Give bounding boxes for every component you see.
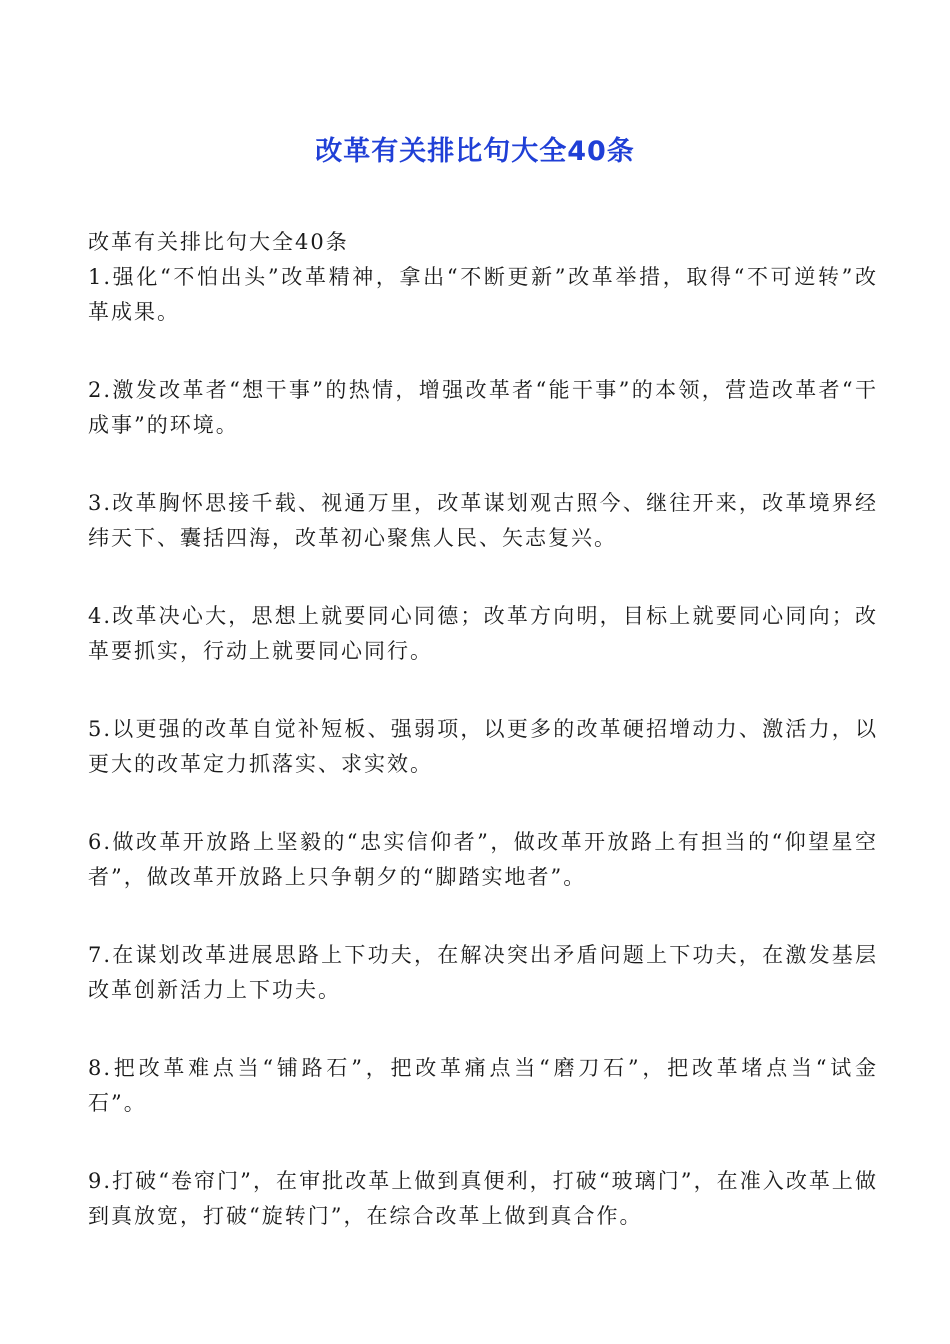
list-item: 9.打破“卷帘门”，在审批改革上做到真便利，打破“玻璃门”，在准入改革上做到真放宽，打破“旋转门”，在综合改革上做到真合作。 <box>88 1169 878 1228</box>
list-item: 3.改革胸怀思接千载、视通万里，改革谋划观古照今、继往开来，改革境界经纬天下、囊括四海，改革初心聚焦人民、矢志复兴。 <box>88 491 878 550</box>
list-item: 6.做改革开放路上坚毅的“忠实信仰者”，做改革开放路上有担当的“仰望星空者”，做改革开放路上只争朝夕的“脚踏实地者”。 <box>88 830 878 889</box>
list-item: 2.激发改革者“想干事”的热情，增强改革者“能干事”的本领，营造改革者“干成事”的环境。 <box>88 378 878 437</box>
document-body <box>88 225 878 1277</box>
list-item: 1.强化“不怕出头”改革精神，拿出“不断更新”改革举措，取得“不可逆转”改革成果。 <box>88 265 878 324</box>
list-item: 7.在谋划改革进展思路上下功夫，在解决突出矛盾问题上下功夫，在激发基层改革创新活力上下功夫。 <box>88 943 878 1002</box>
list-item: 4.改革决心大，思想上就要同心同德；改革方向明，目标上就要同心同向；改革要抓实，行动上就要同心同行。 <box>88 604 878 663</box>
list-item: 5.以更强的改革自觉补短板、强弱项，以更多的改革硬招增动力、激活力，以更大的改革定力抓落实、求实效。 <box>88 717 878 776</box>
document-subtitle: 改革有关排比句大全40条 <box>88 230 349 254</box>
document-title: 改革有关排比句大全40条 <box>315 136 635 167</box>
list-item: 8.把改革难点当“铺路石”，把改革痛点当“磨刀石”，把改革堵点当“试金石”。 <box>88 1056 878 1115</box>
